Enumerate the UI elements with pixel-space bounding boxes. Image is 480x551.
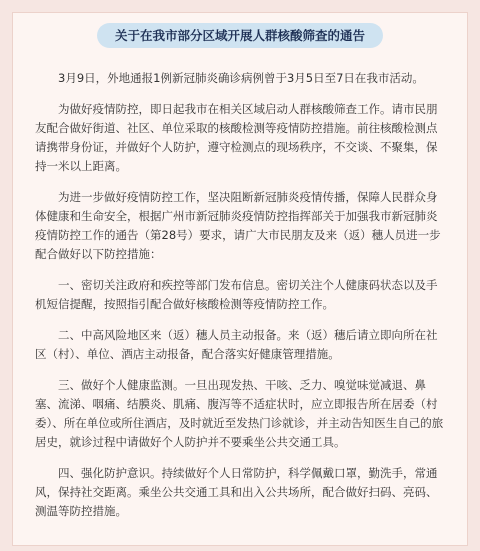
paragraph-intro: 3月9日，外地通报1例新冠肺炎确诊病例曾于3月5日至7日在我市活动。 [58, 71, 424, 85]
measure-item-3: 三、做好个人健康监测。一旦出现发热、干咳、乏力、嗅觉味觉减退、鼻塞、流涕、咽痛、结膜炎、肌痛、腹泻等不适症状时，应立即报告所在居委（村委）、所在单位或所住酒店，及时就近至发热门诊就诊，并主动告知医生自己的旅居史，就诊过程中请做好个人防护并不要乘坐公共交通工具。 [35, 378, 444, 449]
notice-title: 关于在我市部分区域开展人群核酸筛查的通告 [97, 23, 383, 48]
notice-body [35, 69, 447, 533]
measure-item-2: 二、中高风险地区来（返）穗人员主动报备。来（返）穗后请立即向所在社区（村）、单位、酒店主动报备，配合落实好健康管理措施。 [35, 328, 438, 361]
notice-card [12, 12, 468, 546]
paragraph-measures-intro: 为进一步做好疫情防控工作，坚决阻断新冠肺炎疫情传播，保障人民群众身体健康和生命安全，根据广州市新冠肺炎疫情防控指挥部关于加强我市新冠肺炎疫情防控工作的通告（第28号）要求，请广大市民朋友及来（返）穗人员进一步配合做好以下防控措施： [35, 190, 441, 261]
measure-item-1: 一、密切关注政府和疾控等部门发布信息。密切关注个人健康码状态以及手机短信提醒，按照指引配合做好核酸检测等疫情防控工作。 [35, 278, 438, 311]
measure-item-4: 四、强化防护意识。持续做好个人日常防护，科学佩戴口罩，勤洗手，常通风，保持社交距离。乘坐公共交通工具和出入公共场所，配合做好扫码、亮码、测温等防控措施。 [35, 466, 438, 518]
title-bar [13, 23, 467, 48]
paragraph-screening: 为做好疫情防控，即日起我市在相关区域启动人群核酸筛查工作。请市民朋友配合做好街道、社区、单位采取的核酸检测等疫情防控措施。前往核酸检测点请携带身份证，并做好个人防护，遵守检测点的现场秩序，不交谈、不聚集，保持一米以上距离。 [35, 102, 438, 173]
